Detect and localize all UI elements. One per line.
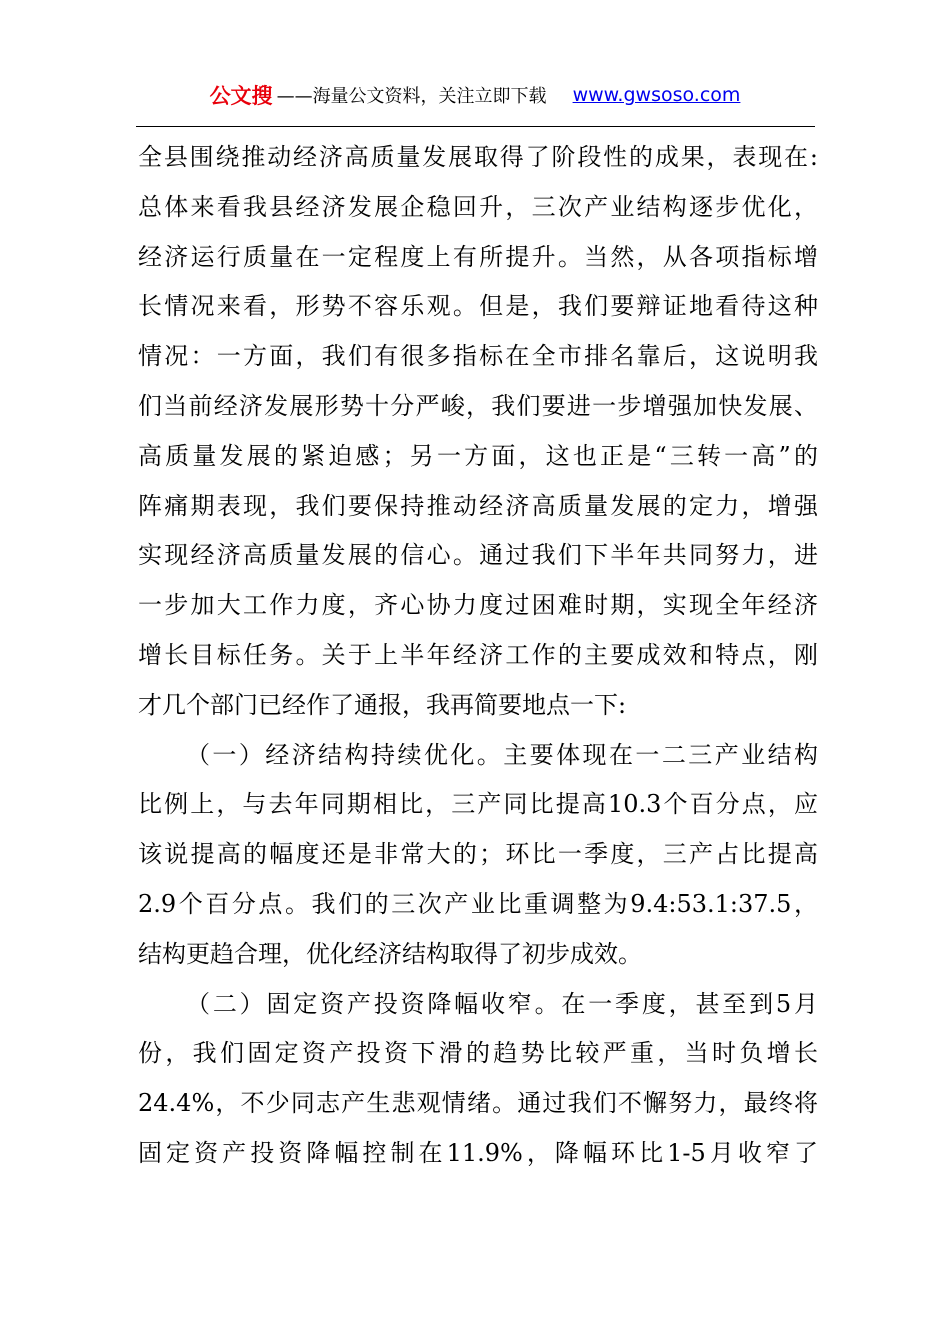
section-heading-line: （一）经济结构持续优化。主要体现在一二三产业结构 (186, 740, 818, 769)
section-heading-line: （二）固定资产投资降幅收窄。在一季度，甚至到5月 (186, 989, 818, 1018)
header-tagline: ——海量公文资料，关注立即下载 (276, 86, 547, 107)
document-header (0, 80, 950, 114)
text-line: 情况：一方面，我们有很多指标在全市排名靠后，这说明我 (138, 342, 818, 371)
header-divider (136, 126, 815, 127)
text-line: 才几个部门已经作了通报，我再简要地点一下: (138, 690, 627, 719)
text-line: 一步加大工作力度，齐心协力度过困难时期，实现全年经济 (138, 591, 818, 620)
text-line: 高质量发展的紧迫感；另一方面，这也正是“三转一高”的 (138, 441, 818, 470)
text-line: 经济运行质量在一定程度上有所提升。当然，从各项指标增 (138, 242, 818, 271)
text-line: 总体来看我县经济发展企稳回升，三次产业结构逐步优化， (138, 192, 818, 221)
text-line: 阵痛期表现，我们要保持推动经济高质量发展的定力，增强 (138, 491, 818, 520)
text-line: 结构更趋合理，优化经济结构取得了初步成效。 (138, 939, 642, 968)
text-line: 2.9个百分点。我们的三次产业比重调整为9.4:53.1:37.5， (138, 889, 818, 918)
text-line: 增长目标任务。关于上半年经济工作的主要成效和特点，刚 (138, 640, 818, 669)
text-line: 们当前经济发展形势十分严峻，我们要进一步增强加快发展、 (138, 391, 818, 420)
text-line: 比例上，与去年同期相比，三产同比提高10.3个百分点，应 (138, 790, 818, 819)
document-body (138, 133, 818, 1179)
text-line: 24.4%，不少同志产生悲观情绪。通过我们不懈努力，最终将 (138, 1089, 818, 1118)
text-line: 全县围绕推动经济高质量发展取得了阶段性的成果，表现在: (138, 143, 818, 171)
brand-logo-text: 公文搜 (209, 84, 273, 108)
text-line: 固定资产投资降幅控制在11.9%，降幅环比1-5月收窄了 (138, 1138, 818, 1167)
text-line: 实现经济高质量发展的信心。通过我们下半年共同努力，进 (138, 541, 818, 570)
text-line: 份，我们固定资产投资下滑的趋势比较严重，当时负增长 (138, 1039, 818, 1068)
text-line: 长情况来看，形势不容乐观。但是，我们要辩证地看待这种 (138, 292, 818, 321)
text-line: 该说提高的幅度还是非常大的；环比一季度，三产占比提高 (138, 840, 818, 869)
website-link[interactable]: www.gwsoso.com (572, 84, 741, 106)
